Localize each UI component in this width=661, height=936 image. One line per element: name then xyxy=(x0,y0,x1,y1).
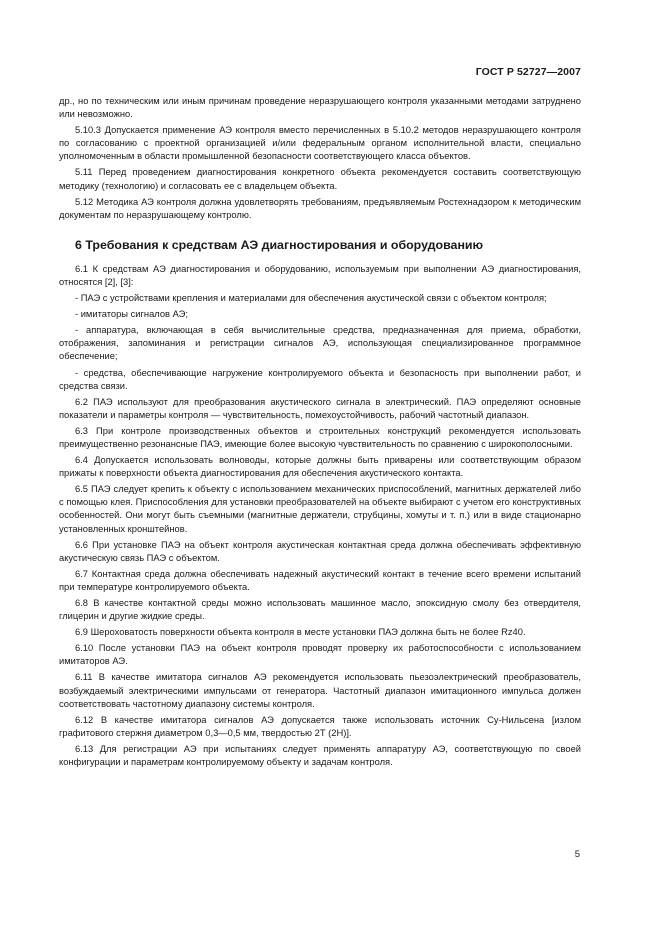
list-item: - имитаторы сигналов АЭ; xyxy=(75,309,188,320)
paragraph-6-12: 6.12 В качестве имитатора сигналов АЭ допускается также использовать источник Су-Нильсена [излом графитового стержня диаметром 0,3—0,5 мм, твердостью 2Т (2Н)]. xyxy=(59,714,581,738)
paragraph-6-1: 6.1 К средствам АЭ диагностирования и оборудованию, используемым при выполнении АЭ диагностирования, относятся [2], [3]: xyxy=(59,263,581,287)
paragraph-6-7: 6.7 Контактная среда должна обеспечивать надежный акустический контакт в течение всего времени испытаний при температуре контролируемого объекта. xyxy=(59,568,581,592)
paragraph-6-10: 6.10 После установки ПАЭ на объект контроля проводят проверку их работоспособности с использованием имитаторов АЭ. xyxy=(59,643,581,667)
paragraph-6-8: 6.8 В качестве контактной среды можно использовать машинное масло, эпоксидную смолу без отвердителя, глицерин и другие жидкие среды. xyxy=(59,598,581,622)
paragraph-continuation: др., но по техническим или иным причинам проведение неразрушающего контроля указанными методами затруднено или невозможно. xyxy=(59,96,581,120)
paragraph-6-5: 6.5 ПАЭ следует крепить к объекту с использованием механических приспособлений, магнитных держателей либо с помощью клея. Приспособления для установки преобразователей на объекте выбирают с учетом его конструктивных особенностей. Они могут быть съемными (магнитные держатели, струбцины, хомуты и т. п.) или в виде стационарно установленных кронштейнов. xyxy=(59,484,581,534)
paragraph-6-13: 6.13 Для регистрации АЭ при испытаниях следует применять аппаратуру АЭ, соответствующую по своей конфигурации и параметрам контролируемому объекту и задачам контроля. xyxy=(59,743,581,768)
list-item: - ПАЭ с устройствами крепления и материалами для обеспечения акустической связи с объектом контроля; xyxy=(75,293,547,304)
page-content xyxy=(59,95,581,772)
paragraph-6-3: 6.3 При контроле производственных объектов и строительных конструкций рекомендуется использовать преимущественно резонансные ПАЭ, имеющие более высокую чувствительность по сравнению с широкополосными. xyxy=(59,425,581,449)
paragraph-6-4: 6.4 Допускается использовать волноводы, которые должны быть приварены или соответствующим образом прижаты к поверхности объекта диагностирования для обеспечения акустического контакта. xyxy=(59,455,581,479)
paragraph-6-9: 6.9 Шероховатость поверхности объекта контроля в месте установки ПАЭ должна быть не более Rz40. xyxy=(75,627,526,638)
paragraph-6-2: 6.2 ПАЭ используют для преобразования акустического сигнала в электрический. ПАЭ определяют основные показатели и параметры контроля — чувствительность, помехоустойчивость, рабочий частотный диапазон. xyxy=(59,396,581,420)
list-item: - аппаратура, включающая в себя вычислительные средства, предназначенная для приема, обработки, отображения, запоминания и регистрации сигналов АЭ, использующая специализированное программное обеспечение; xyxy=(59,325,581,362)
document-number: ГОСТ Р 52727—2007 xyxy=(475,66,581,78)
section-heading: 6 Требования к средствам АЭ диагностирования и оборудованию xyxy=(75,237,484,252)
list-item: - средства, обеспечивающие нагружение контролируемого объекта и безопасность при выполнении работ, и средства связи. xyxy=(59,367,581,391)
paragraph-6-6: 6.6 При установке ПАЭ на объект контроля акустическая контактная среда должна обеспечивать эффективную акустическую связь ПАЭ с объектом. xyxy=(59,539,581,563)
paragraph-5-12: 5.12 Методика АЭ контроля должна удовлетворять требованиям, предъявляемым Ростехнадзором к методическим документам по неразрушающему контролю. xyxy=(59,196,581,220)
paragraph-5-11: 5.11 Перед проведением диагностирования конкретного объекта рекомендуется составить соответствующую методику (технологию) и согласовать ее с владельцем объекта. xyxy=(59,167,581,191)
paragraph-6-11: 6.11 В качестве имитатора сигналов АЭ рекомендуется использовать пьезоэлектрический преобразователь, возбуждаемый электрическими импульсами от генератора. Частотный диапазон имитационного импульса должен соответствовать частотному диапазону системы контроля. xyxy=(59,672,581,709)
page-number: 5 xyxy=(574,849,580,860)
paragraph-5-10-3: 5.10.3 Допускается применение АЭ контроля вместо перечисленных в 5.10.2 методов неразрушающего контроля по согласованию с проектной организацией и/или федеральным органом исполнительной власти, специально уполномоченным в области промышленной безопасности соответствующего класса объектов. xyxy=(59,125,581,162)
